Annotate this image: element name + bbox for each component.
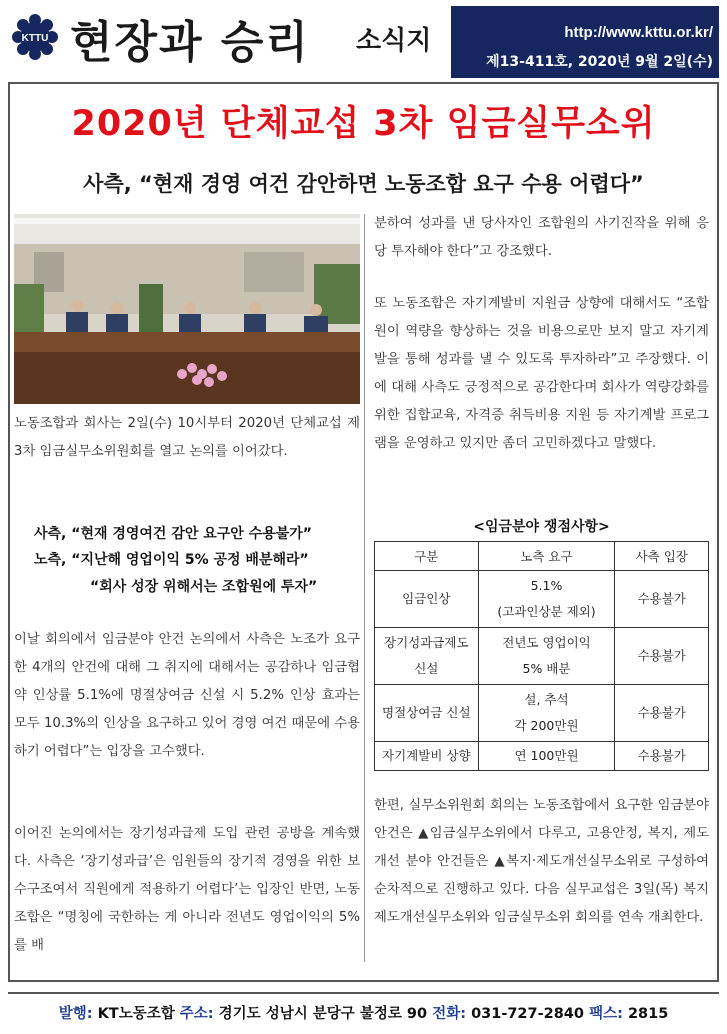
website-url[interactable]: http://www.kttu.or.kr/ — [564, 24, 713, 41]
address-label: 주소: — [179, 1006, 214, 1022]
table-header-cell: 사측 입장 — [615, 542, 709, 571]
table-cell: 연 100만원 — [478, 742, 615, 771]
article-paragraph: 이어진 논의에서는 장기성과급제 도입 관련 공방을 계속했다. 사측은 ‘장기성과급’은 임원들의 장기적 경영을 위한 보수구조여서 직원에게 적용하기 어렵다’는 입장인 반면, 노동조합은 “명칭에 국한하는 게 아니라 전년도 영업이익의 5%를 배 — [14, 826, 360, 953]
table-body — [375, 571, 709, 771]
table-cell: 수용불가 — [615, 628, 709, 685]
table-cell: 수용불가 — [615, 742, 709, 771]
table-cell: 전년도 영업이익 5% 배분 — [478, 628, 615, 685]
article-paragraph: 이날 회의에서 임금분야 안건 논의에서 사측은 노조가 요구한 4개의 안건에 대해 그 취지에 대해서는 공감하나 임금협약 인상률 5.1%에 명절상여금 신설 시 5.2% 인상 효과는 모두 10.3%의 인상을 요구하고 있어 경영 여건 때문에 수용하기 어렵다”는 입장을 고수했다. — [14, 632, 360, 759]
table-caption: <임금분야 쟁점사항> — [473, 519, 610, 535]
article-paragraph: 한편, 실무소위원회 회의는 노동조합에서 요구한 임금분야 안건은 ▲임금실무소위에서 다루고, 고용안정, 복지, 제도개선 분야 안건들은 ▲복지·제도개선실무소위로 구성하여 순차적으로 진행하고 있다. 다음 실무교섭은 3일(목) 복지제도개선실무소위와 임금실무소위 회의를 연속 개최한다. — [374, 798, 709, 925]
table-row — [375, 742, 709, 771]
column-divider — [364, 214, 365, 962]
highlight-line: 사측, “현재 경영여건 감안 요구안 수용불가” — [34, 526, 312, 542]
publisher-phone: 031-727-2840 — [471, 1006, 584, 1022]
table-cell: 장기성과급제도 신설 — [375, 628, 479, 685]
phone-label: 전화: — [432, 1006, 466, 1022]
kttu-logo-icon — [12, 14, 58, 60]
meeting-photo — [14, 214, 360, 404]
table-cell: 임금인상 — [375, 571, 479, 628]
publisher-footer — [8, 1002, 719, 1023]
logo-text: KTTU — [21, 33, 49, 44]
table-row — [375, 685, 709, 742]
publisher-fax: 2815 — [627, 1006, 669, 1022]
publisher-label: 발행: — [58, 1006, 93, 1022]
table-header-cell: 노측 요구 — [478, 542, 615, 571]
table-cell: 5.1% (고과인상분 제외) — [478, 571, 615, 628]
table-cell: 설, 추석 각 200만원 — [478, 685, 615, 742]
table-cell: 수용불가 — [615, 571, 709, 628]
publisher-address: 경기도 성남시 분당구 불정로 90 — [218, 1006, 428, 1022]
publisher-name: KT노동조합 — [97, 1006, 175, 1022]
masthead-title: 현장과 승리 — [70, 17, 310, 68]
article-title: 2020년 단체교섭 3차 임금실무소위 — [71, 104, 656, 144]
table-cell: 수용불가 — [615, 685, 709, 742]
table-cell: 자기계발비 상향 — [375, 742, 479, 771]
article-subtitle: 사측, “현재 경영 여건 감안하면 노동조합 요구 수용 어렵다” — [83, 172, 644, 196]
issue-number-date: 제13-411호, 2020년 9월 2일(수) — [486, 54, 713, 70]
table-row — [375, 628, 709, 685]
article-paragraph: 분하여 성과를 낸 당사자인 조합원의 사기진작을 위해 응당 투자해야 한다”고 강조했다. — [374, 216, 709, 259]
table-header-row — [375, 542, 709, 571]
table-cell: 명절상여금 신설 — [375, 685, 479, 742]
article-paragraph: 또 노동조합은 자기계발비 지원금 상향에 대해서도 “조합원이 역량을 향상하는 것을 비용으로만 보지 말고 자기계발을 통해 성과를 낼 수 있도록 투자하라”고 주장했다. 이에 대해 사측도 긍정적으로 공감한다며 회사가 역량강화를 위한 집합교육, 자격증 취득비용 지원 등 자기계발 프로그램을 운영하고 있지만 좀더 고민하겠다고 말했다. — [374, 296, 709, 451]
fax-label: 팩스: — [589, 1006, 623, 1022]
highlight-line: 노측, “지난해 영업이익 5% 공정 배분해라” — [34, 552, 309, 568]
article-paragraph: 노동조합과 회사는 2일(수) 10시부터 2020년 단체교섭 제3차 임금실무소위원회를 열고 논의를 이어갔다. — [14, 416, 360, 459]
masthead-subtag: 소식지 — [356, 26, 432, 56]
wage-issues-table — [374, 541, 709, 771]
table-header-cell: 구분 — [375, 542, 479, 571]
table-row — [375, 571, 709, 628]
highlight-line: “회사 성장 위해서는 조합원에 투자” — [90, 579, 318, 595]
footer-divider — [8, 992, 719, 994]
